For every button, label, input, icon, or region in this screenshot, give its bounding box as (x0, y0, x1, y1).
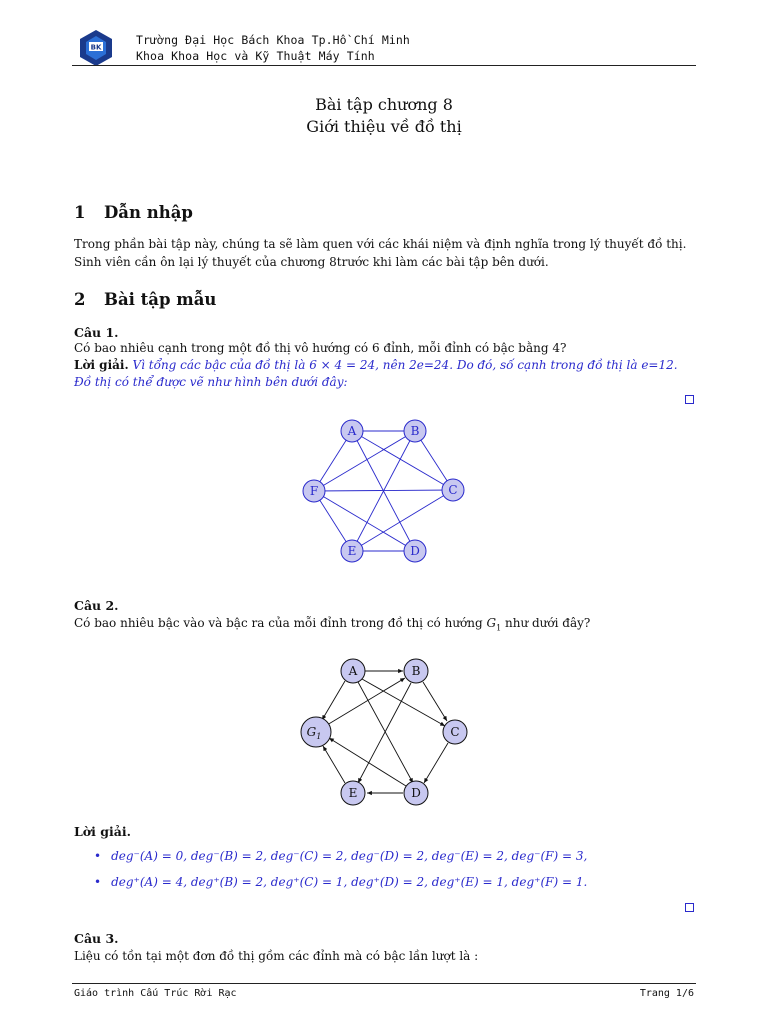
graph-2-node-a (341, 659, 365, 683)
logo-text: BK (90, 43, 102, 52)
answer-2-label: Lời giải. (74, 824, 131, 839)
graph-1-node-f (303, 480, 325, 502)
svg-text:D: D (410, 544, 420, 558)
graph-2-node-e (341, 781, 365, 805)
answer-1-line-1 (74, 358, 678, 372)
section-number: 1 (74, 203, 86, 222)
qed-box (685, 903, 694, 912)
svg-text:E: E (347, 544, 357, 558)
graph-1-node-d (404, 540, 426, 562)
svg-text:B: B (410, 424, 420, 438)
doc-subtitle: Giới thiệu về đồ thị (306, 117, 462, 136)
graph-2-node-b (404, 659, 428, 683)
section-heading-2 (74, 290, 216, 309)
question-2-label: Câu 2. (74, 598, 119, 613)
question-2-pre: Có bao nhiêu bậc vào và bậc ra của mỗi đỉnh trong đồ thị có hướng (74, 616, 487, 630)
header-rule (72, 65, 696, 66)
graph-directed (290, 652, 480, 812)
svg-text:G1: $G_1$ (306, 725, 322, 741)
arc-a-g1 (322, 681, 345, 720)
section-title: Bài tập mẫu (104, 290, 217, 309)
graph-2-node-c (443, 720, 467, 744)
graph-var: G (486, 616, 497, 630)
graph-1-node-e (341, 540, 363, 562)
bullet-text: deg⁺(A) = 4, deg⁺(B) = 2, deg⁺(C) = 1, deg⁺(D) = 2, deg⁺(E) = 1, deg⁺(F) = 1. (111, 875, 588, 889)
graph-1-edges (314, 431, 453, 551)
arc-c-d (424, 743, 448, 783)
answer-2-bullet-2 (94, 875, 587, 889)
svg-text:A: A (348, 664, 358, 678)
footer-rule (72, 983, 696, 984)
svg-text:E: E (348, 786, 358, 800)
graph-1-node-c (442, 479, 464, 501)
header-text (136, 32, 410, 64)
qed-box (685, 395, 694, 404)
answer-1-line-2: Đồ thị có thể được vẽ như hình bên dưới đây: (74, 375, 348, 389)
bullet-dot: • (94, 875, 102, 889)
section-heading-1 (74, 203, 193, 222)
intro-line-2: Sinh viên cần ôn lại lý thuyết của chương 8trước khi làm các bài tập bên dưới. (74, 255, 549, 269)
question-1-text: Có bao nhiêu cạnh trong một đồ thị vô hướng có 6 đỉnh, mỗi đỉnh có bậc bằng 4? (74, 341, 567, 355)
svg-text:C: C (450, 725, 460, 739)
arc-g1-b (327, 678, 405, 725)
graph-2-node-g1 (301, 717, 331, 747)
question-2-post: như dưới đây? (501, 616, 591, 630)
graph-undirected (290, 410, 480, 570)
svg-text:A: A (347, 424, 357, 438)
edge-c-e (352, 490, 453, 551)
svg-text:C: C (448, 483, 458, 497)
footer-page-number: Trang 1/6 (639, 988, 694, 999)
graph-2-node-d (404, 781, 428, 805)
question-1-label: Câu 1. (74, 325, 119, 340)
svg-text:D: D (411, 786, 421, 800)
section-number: 2 (74, 290, 86, 309)
intro-line-1: Trong phần bài tập này, chúng ta sẽ làm quen với các khái niệm và định nghĩa trong lý thuyết đồ thị. (74, 237, 687, 251)
bullet-text: deg⁻(A) = 0, deg⁻(B) = 2, deg⁻(C) = 2, deg⁻(D) = 2, deg⁻(E) = 2, deg⁻(F) = 3, (111, 849, 588, 863)
graph-2-edges (322, 671, 448, 793)
graph-1-node-b (404, 420, 426, 442)
edge-b-f (314, 431, 415, 491)
doc-title: Bài tập chương 8 (315, 95, 453, 114)
arc-a-c (362, 679, 445, 726)
answer-label: Lời giải. (74, 358, 129, 372)
arc-b-e (358, 683, 411, 783)
school-name: Trường Đại Học Bách Khoa Tp.Hồ Chí Minh (136, 33, 410, 47)
intro-paragraph (74, 235, 698, 271)
graph-1-node-a (341, 420, 363, 442)
question-3-label: Câu 3. (74, 931, 119, 946)
section-title: Dẫn nhập (104, 203, 193, 222)
answer-text: Vì tổng các bậc của đồ thị là 6 × 4 = 24, nên 2e=24. Do đó, số cạnh trong đồ thị là e=12. (132, 358, 678, 372)
edge-c-f (314, 490, 453, 491)
university-logo (76, 28, 116, 68)
arc-e-g1 (323, 746, 345, 783)
question-3-text: Liệu có tồn tại một đơn đồ thị gồm các đỉnh mà có bậc lần lượt là : (74, 949, 479, 963)
bullet-dot: • (94, 849, 102, 863)
faculty-name: Khoa Khoa Học và Kỹ Thuật Máy Tính (136, 49, 375, 63)
svg-text:B: B (411, 664, 421, 678)
graph-var-sub: 1 (496, 623, 502, 633)
arc-d-g1 (329, 738, 406, 786)
footer-course: Giáo trình Cấu Trúc Rời Rạc (74, 988, 237, 999)
edge-d-f (314, 491, 415, 551)
question-2-text (74, 616, 590, 632)
svg-text:F: F (309, 484, 319, 498)
answer-2-bullet-1 (94, 849, 587, 863)
